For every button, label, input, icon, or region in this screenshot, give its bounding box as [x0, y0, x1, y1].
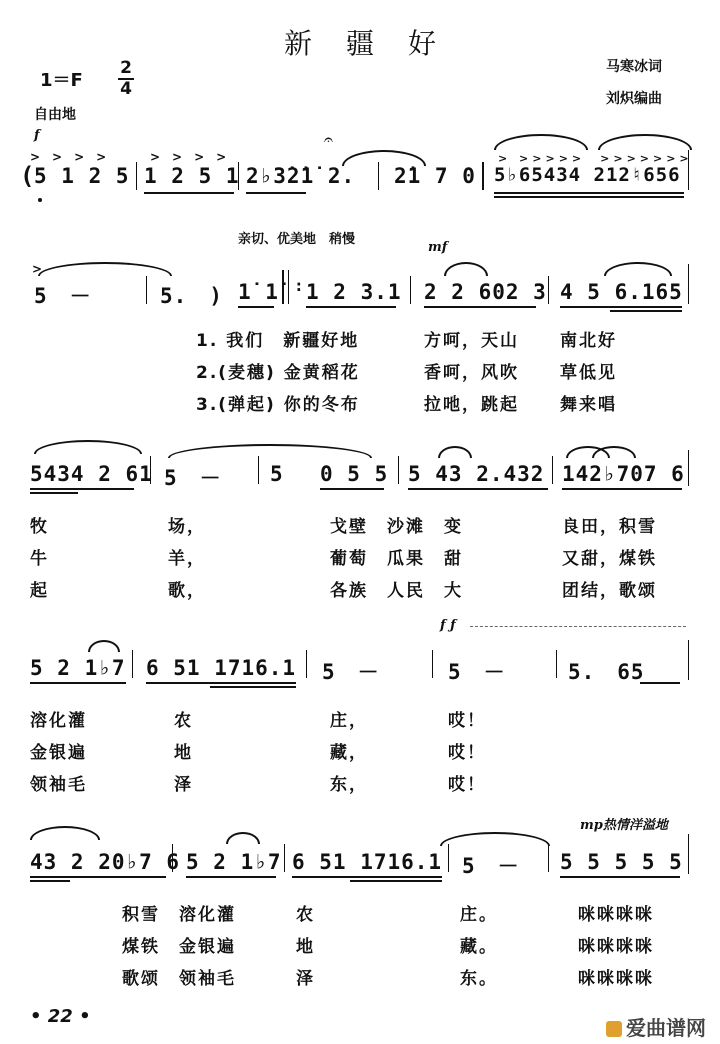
- slur-arc: [226, 832, 260, 844]
- barline: [146, 276, 147, 304]
- lyric-b-1-d: 良田，积雪: [562, 517, 657, 537]
- accent-marks-2: >>>>: [150, 150, 239, 164]
- slur-arc: [494, 134, 588, 150]
- barline: [172, 844, 173, 872]
- measure-5-4: 5 －: [462, 854, 520, 878]
- measure-1-1: 5 1 2 5: [34, 164, 130, 188]
- lyric-b-2-b: 羊，: [168, 549, 206, 569]
- time-top: 2: [120, 58, 132, 78]
- barline: [258, 456, 259, 484]
- tempo-marking: 自由地: [34, 107, 76, 123]
- lyric-d-2-a: 煤铁 金银遍: [122, 937, 236, 957]
- measure-3-3: 5: [270, 462, 284, 486]
- measure-4-1: 5 2 1♭7: [30, 656, 126, 680]
- barline: [136, 162, 137, 190]
- underline: [610, 310, 682, 312]
- underline: [210, 686, 296, 688]
- underline: [408, 488, 548, 490]
- underline: [320, 488, 384, 490]
- lyric-c-3-c: 东，: [330, 775, 368, 795]
- lyric-c-1-a: 溶化灌: [30, 711, 87, 731]
- measure-4-5: 5. 65: [568, 660, 645, 684]
- lyric-b-1-a: 牧: [30, 517, 49, 537]
- underline: [562, 488, 682, 490]
- repeat-dots: :: [294, 276, 305, 295]
- accent-marks-3: > >>>>> >>>>>>>: [498, 152, 693, 165]
- underline: [144, 192, 234, 194]
- measure-1-2: 1 2 5 1: [144, 164, 240, 188]
- lyric-a-2-p1: 2.(麦穗) 金黄稻花: [196, 363, 360, 383]
- underline: [292, 876, 442, 878]
- bracket-open: (: [20, 162, 36, 190]
- barline: [150, 456, 151, 484]
- barline: [238, 162, 239, 190]
- underline: [30, 488, 134, 490]
- slur-arc: [34, 440, 142, 454]
- page-number: • 22 •: [30, 1006, 91, 1027]
- arranger: 刘炽编曲: [606, 91, 662, 107]
- measure-5-3: 6 51 1716.1: [292, 850, 443, 874]
- lyric-b-1-c: 戈壁 沙滩 变: [330, 517, 463, 537]
- lyric-b-2-a: 牛: [30, 549, 49, 569]
- time-signature: [118, 60, 134, 98]
- underline: [30, 876, 166, 878]
- lyric-c-2-c: 藏，: [330, 743, 368, 763]
- lyric-c-2-d: 哎！: [448, 743, 486, 763]
- lyric-d-2-b: 地: [296, 937, 315, 957]
- underline: [560, 306, 682, 308]
- lyric-c-2-a: 金银遍: [30, 743, 87, 763]
- barline: [378, 162, 379, 190]
- lyric-b-3-a: 起: [30, 581, 49, 601]
- accent-marks-1: >>>>: [30, 150, 119, 164]
- barline: [548, 844, 549, 872]
- measure-3-5: 5 43 2.432: [408, 462, 545, 486]
- slur-arc: [440, 832, 550, 846]
- underline: [146, 682, 296, 684]
- lyric-c-3-d: 哎！: [448, 775, 486, 795]
- underline: [350, 880, 442, 882]
- lyric-d-2-c: 藏。: [460, 937, 498, 957]
- measure-3-4: 0 5 5: [320, 462, 389, 486]
- lyric-d-1-b: 农: [296, 905, 315, 925]
- underline: [186, 876, 276, 878]
- slur-arc: [598, 134, 692, 150]
- measure-3-6: 142♭707 6: [562, 462, 685, 486]
- lyric-b-2-d: 又甜，煤铁: [562, 549, 657, 569]
- expression-1: 亲切、优美地 稍慢: [238, 232, 356, 247]
- lyric-a-1-p3: 南北好: [560, 331, 617, 351]
- slur-arc: [604, 262, 672, 276]
- measure-2-1: 5 －: [34, 284, 92, 308]
- underline: [306, 306, 396, 308]
- measure-2-5: 2 2 602 3: [424, 280, 547, 304]
- underline: [494, 196, 684, 198]
- lyric-c-1-b: 农: [174, 711, 193, 731]
- measure-2-3: 1̇ 1̇: [238, 280, 279, 304]
- dynamic-mf: mf: [428, 240, 448, 255]
- underline: [30, 682, 126, 684]
- measure-4-4: 5 －: [448, 660, 506, 684]
- barline-end: [688, 640, 689, 680]
- lyric-a-2-p2: 香呵，风吹: [424, 363, 519, 383]
- slur-arc: [88, 640, 120, 652]
- lyric-b-3-c: 各族 人民 大: [330, 581, 463, 601]
- slur-arc: [30, 826, 100, 840]
- underline: [424, 306, 536, 308]
- low-dot: [38, 198, 42, 202]
- measure-4-2: 6 51 1716.1: [146, 656, 297, 680]
- time-bottom: 4: [120, 79, 132, 99]
- measure-3-1: 5434 2 61: [30, 462, 153, 486]
- music-logo-icon: [606, 1021, 622, 1037]
- slur-arc: [438, 446, 472, 458]
- barline: [284, 844, 285, 872]
- lyric-d-3-a: 歌颂 领袖毛: [122, 969, 236, 989]
- underline: [30, 492, 78, 494]
- barline: [552, 456, 553, 484]
- slur-arc: [444, 262, 488, 276]
- key-signature: 1＝F: [40, 70, 83, 91]
- barline: [432, 650, 433, 678]
- barline-end: [688, 834, 689, 874]
- measure-2-2: 5. ): [160, 284, 223, 308]
- underline: [560, 876, 680, 878]
- lyric-c-3-b: 泽: [174, 775, 193, 795]
- tie-arc: [38, 262, 172, 276]
- barline-double: [482, 162, 484, 190]
- page-title: 新疆好: [283, 27, 470, 60]
- measure-2-4: 1 2 3.1: [306, 280, 402, 304]
- measure-4-3: 5 －: [322, 660, 380, 684]
- lyric-d-3-d: 咪咪咪咪: [578, 969, 654, 989]
- barline-end: [688, 264, 689, 304]
- expression-2: mp热情洋溢地: [580, 818, 668, 833]
- measure-1-4: 2̇1 7 0: [394, 164, 476, 188]
- lyric-b-3-d: 团结，歌颂: [562, 581, 657, 601]
- lyric-a-1-p1: 1. 我们 新疆好地: [196, 331, 360, 351]
- watermark: [606, 1012, 706, 1041]
- tie-arc: [168, 444, 372, 458]
- barline-end: [688, 150, 689, 190]
- lyricist: 马寒冰词: [606, 59, 662, 75]
- lyric-c-3-a: 领袖毛: [30, 775, 87, 795]
- dynamic-ff: f ƒ: [440, 618, 456, 633]
- barline: [132, 650, 133, 678]
- measure-2-6: 4 5 6.165: [560, 280, 683, 304]
- lyric-a-3-p3: 舞来唱: [560, 395, 617, 415]
- lyric-a-2-p3: 草低见: [560, 363, 617, 383]
- underline: [640, 682, 680, 684]
- underline: [246, 192, 306, 194]
- lyric-c-1-c: 庄，: [330, 711, 368, 731]
- lyric-a-1-p2: 方呵，天山: [424, 331, 519, 351]
- lyric-c-1-d: 哎！: [448, 711, 486, 731]
- underline: [30, 880, 70, 882]
- lyric-c-2-b: 地: [174, 743, 193, 763]
- underline: [238, 306, 274, 308]
- barline: [548, 276, 549, 304]
- lyric-d-1-a: 积雪 溶化灌: [122, 905, 236, 925]
- barline-end: [688, 450, 689, 486]
- lyric-b-3-b: 歌，: [168, 581, 206, 601]
- lyric-d-1-d: 咪咪咪咪: [578, 905, 654, 925]
- measure-3-2: 5 －: [164, 466, 222, 490]
- measure-1-3: 2♭3̇2̇1̇ 2.: [246, 164, 356, 188]
- barline: [306, 650, 307, 678]
- fermata-icon: 𝄐: [324, 130, 333, 149]
- lyric-a-3-p1: 3.(弹起) 你的冬布: [196, 395, 360, 415]
- dynamic-f-1: f: [34, 128, 40, 143]
- lyric-d-2-d: 咪咪咪咪: [578, 937, 654, 957]
- repeat-barline: [282, 270, 284, 304]
- barline: [556, 650, 557, 678]
- measure-1-5: 5♭65434 212♮656: [494, 164, 681, 186]
- barline: [398, 456, 399, 484]
- measure-5-2: 5 2 1♭7: [186, 850, 282, 874]
- lyric-d-3-b: 泽: [296, 969, 315, 989]
- lyric-a-3-p2: 拉吔，跳起: [424, 395, 519, 415]
- underline: [494, 192, 684, 194]
- dynamic-extension: [470, 626, 686, 627]
- lyric-d-1-c: 庄。: [460, 905, 498, 925]
- accent-mark: >: [32, 262, 43, 276]
- repeat-barline: [288, 270, 289, 304]
- lyric-d-3-c: 东。: [460, 969, 498, 989]
- barline: [448, 844, 449, 872]
- watermark-text: 爱曲谱网: [626, 1016, 706, 1040]
- barline: [410, 276, 411, 304]
- lyric-b-2-c: 葡萄 瓜果 甜: [330, 549, 463, 569]
- measure-5-1: 43 2 20♭7 6: [30, 850, 181, 874]
- measure-5-5: 5 5 5 5 5: [560, 850, 683, 874]
- lyric-b-1-b: 场，: [168, 517, 206, 537]
